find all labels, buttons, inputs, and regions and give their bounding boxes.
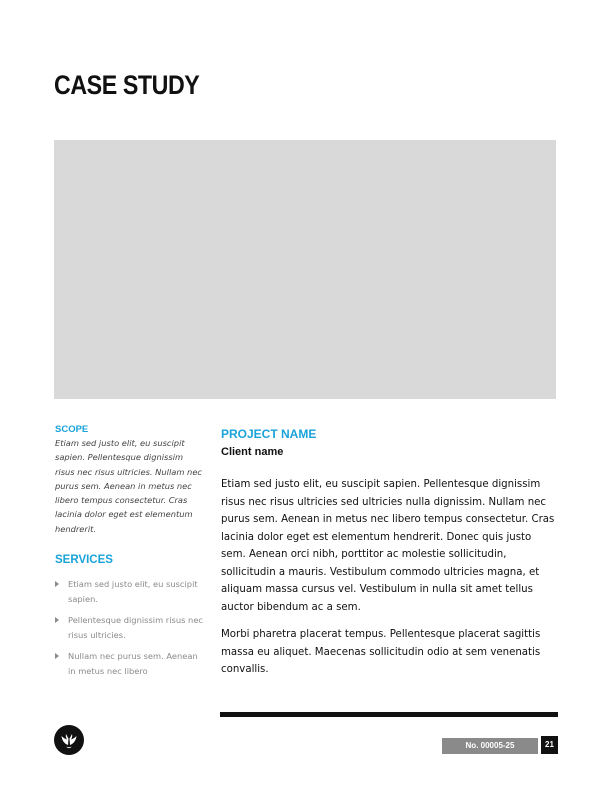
client-name: Client name [221,446,284,458]
wings-logo-icon [54,725,84,755]
scope-text: Etiam sed justo elit, eu suscipit sapien. Pellentesque dignissim risus nec risus ultricies. Nullam nec purus sem. Aenean in metus nec libero tempus consectetur. Cras lacinia dolor eget est elementum hendrerit. [55,438,202,534]
services-list [55,577,205,678]
triangle-bullet-icon [55,617,59,623]
triangle-bullet-icon [55,653,59,659]
hero-image-placeholder [54,140,556,399]
service-item [55,613,205,642]
sidebar [55,424,205,685]
body-paragraph: Etiam sed justo elit, eu suscipit sapien. Pellentesque dignissim risus nec risus ultricies sed ultricies nulla dignissim. Nullam nec purus sem. Aenean in metus nec libero tempus consectetur. Cras lacinia dolor eget est elementum hendrerit. Donec quis justo sem. Aenean orci nibh, porttitor ac molestie sollicitudin, sollicitudin a mauris. Vestibulum commodo ultricies magna, et aliquam massa cursus vel. Vestibulum in nulla sit amet tellus auctor bibendum ac a sem. [221,479,555,613]
services-heading: SERVICES [55,554,113,567]
main-content [221,426,557,679]
page-number-badge: 21 [541,736,558,754]
triangle-bullet-icon [55,581,59,587]
project-name: PROJECT NAME [221,427,317,441]
scope-heading: SCOPE [55,424,89,435]
service-item [55,577,205,606]
service-item-text: Etiam sed justo elit, eu suscipit sapien. [68,579,198,604]
document-number-badge: No. 00005-25 [442,738,538,754]
service-item [55,649,205,678]
body-paragraph: Morbi pharetra placerat tempus. Pellentesque placerat sagittis massa eu aliquet. Maecenas sollicitudin odio at sem venenatis convallis. [221,629,541,675]
service-item-text: Pellentesque dignissim risus nec risus ultricies. [68,615,203,640]
service-item-text: Nullam nec purus sem. Aenean in metus nec libero [68,651,198,676]
footer-divider [220,712,558,717]
page-title: CASE STUDY [54,70,200,100]
